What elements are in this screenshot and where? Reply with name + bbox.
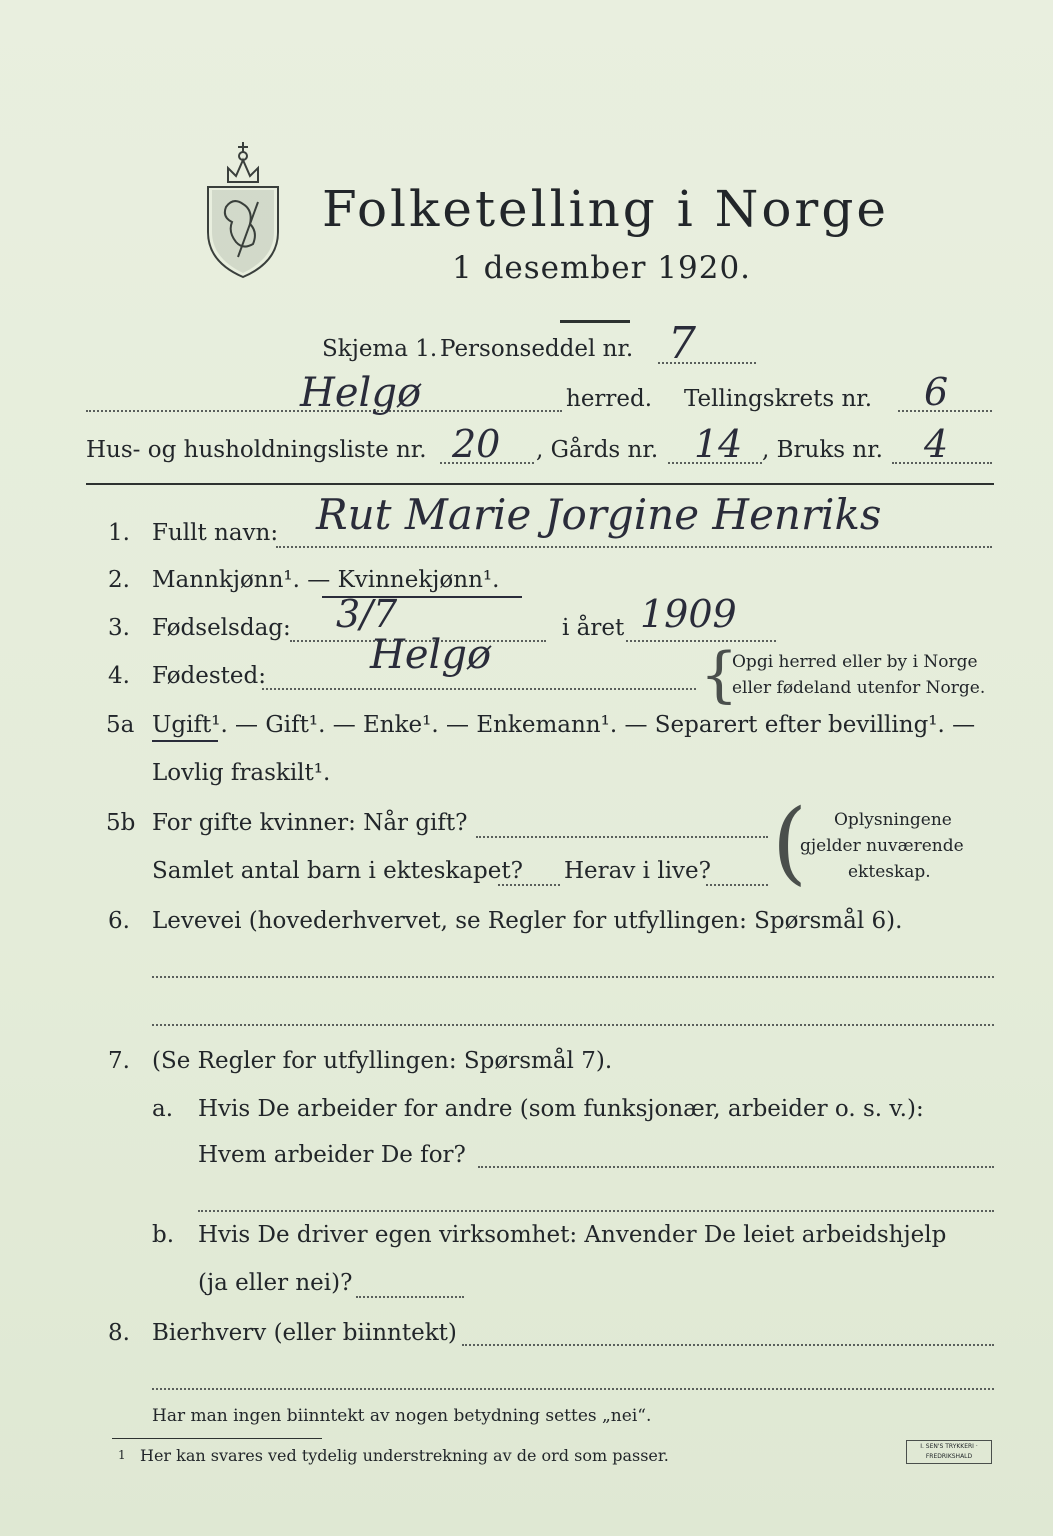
q7a-employer-label: Hvem arbeider De for?: [198, 1142, 466, 1168]
q4-note-brace: {: [700, 640, 739, 710]
district-value[interactable]: 6: [924, 370, 949, 414]
q7-number: 7.: [108, 1048, 130, 1074]
q1-number: 1.: [108, 520, 130, 546]
q5b-alive-label: Herav i live?: [564, 858, 711, 884]
q7b-hired-help-label: (ja eller nei)?: [198, 1270, 353, 1296]
census-date: 1 desember 1920.: [452, 250, 752, 286]
side-income-note: Har man ingen biinntekt av nogen betydning settes „nei“.: [152, 1406, 652, 1426]
use-value[interactable]: 4: [924, 422, 949, 466]
farm-label: , Gårds nr.: [536, 437, 659, 463]
q5b-note-line-2: gjelder nuværende: [800, 836, 964, 856]
children-alive-line[interactable]: [706, 884, 768, 886]
footnote-text: Her kan svares ved tydelig understrekning av de ord som passer.: [140, 1446, 669, 1465]
q4-label: Fødested:: [152, 663, 267, 689]
slip-number-label: Personseddel nr.: [440, 336, 634, 362]
q7a-letter: a.: [152, 1096, 174, 1122]
q7-text: (Se Regler for utfyllingen: Spørsmål 7).: [152, 1048, 613, 1074]
district-label: Tellingskrets nr.: [684, 386, 873, 412]
q5b-number: 5b: [106, 810, 136, 836]
q7b-text: Hvis De driver egen virksomhet: Anvender De leiet arbeidshjelp: [198, 1222, 947, 1248]
form-title: Folketelling i Norge: [322, 180, 889, 238]
occupation-line-1[interactable]: [152, 976, 994, 978]
birth-year-value[interactable]: 1909: [640, 592, 737, 636]
q3-year-label: i året: [562, 615, 625, 641]
employer-line-1[interactable]: [478, 1166, 994, 1168]
q8-text: Bierhverv (eller biinntekt): [152, 1320, 457, 1346]
title-divider: [560, 320, 630, 323]
municipality-label: herred.: [566, 386, 653, 412]
married-when-line[interactable]: [476, 836, 768, 838]
q7a-text: Hvis De arbeider for andre (som funksjonær, arbeider o. s. v.):: [198, 1096, 924, 1122]
norwegian-coat-of-arms-icon: [198, 132, 288, 282]
q5b-note-line-1: Oplysningene: [834, 810, 952, 830]
q5b-married-label: For gifte kvinner: Når gift?: [152, 810, 468, 836]
sex-options[interactable]: Mannkjønn¹. — Kvinnekjønn¹.: [152, 567, 500, 593]
q6-text: Levevei (hovederhvervet, se Regler for utfyllingen: Spørsmål 6).: [152, 908, 903, 934]
q1-label: Fullt navn:: [152, 520, 279, 546]
q5b-note-line-3: ekteskap.: [848, 862, 931, 882]
q8-number: 8.: [108, 1320, 130, 1346]
marital-status-underline: [152, 740, 218, 742]
printer-stamp-text: I. SEN'S TRYKKERI · FREDRIKSHALD: [920, 1443, 978, 1460]
footnote-mark: 1: [118, 1448, 126, 1462]
children-count-line[interactable]: [498, 884, 560, 886]
household-label: Hus- og husholdningsliste nr.: [86, 437, 427, 463]
full-name-value[interactable]: Rut Marie Jorgine Henriks: [316, 490, 882, 539]
use-label: , Bruks nr.: [762, 437, 883, 463]
q1-line: [276, 546, 992, 548]
q5a-number: 5a: [106, 712, 135, 738]
side-income-line-2[interactable]: [152, 1388, 994, 1390]
q6-number: 6.: [108, 908, 130, 934]
q4-number: 4.: [108, 663, 130, 689]
q3-number: 3.: [108, 615, 130, 641]
slip-number-value[interactable]: 7: [668, 318, 696, 369]
side-income-line-1[interactable]: [462, 1344, 994, 1346]
marital-status-options[interactable]: Ugift¹. — Gift¹. — Enke¹. — Enkemann¹. — Separert efter bevilling¹. —: [152, 712, 976, 738]
q7b-letter: b.: [152, 1222, 175, 1248]
q5b-note-brace: (: [772, 790, 808, 895]
marital-status-options-cont: Lovlig fraskilt¹.: [152, 760, 331, 786]
q5b-children-label: Samlet antal barn i ekteskapet?: [152, 858, 523, 884]
q3-label: Fødselsdag:: [152, 615, 291, 641]
occupation-line-2[interactable]: [152, 1024, 994, 1026]
farm-value[interactable]: 14: [694, 422, 743, 466]
form-name: Skjema 1.: [322, 336, 438, 362]
q2-number: 2.: [108, 567, 130, 593]
q4-note-line-2: eller fødeland utenfor Norge.: [732, 678, 986, 698]
footnote-rule: [112, 1438, 322, 1439]
header-rule: [86, 483, 994, 485]
printer-stamp: [906, 1440, 992, 1464]
employer-line-2[interactable]: [198, 1210, 994, 1212]
q4-note-line-1: Opgi herred eller by i Norge: [732, 652, 978, 672]
birth-place-value[interactable]: Helgø: [370, 632, 492, 678]
household-value[interactable]: 20: [452, 422, 501, 466]
municipality-value[interactable]: Helgø: [300, 370, 422, 416]
birth-date-value[interactable]: 3/7: [336, 592, 398, 636]
hired-help-line[interactable]: [356, 1296, 464, 1298]
q4-line: [262, 688, 696, 690]
